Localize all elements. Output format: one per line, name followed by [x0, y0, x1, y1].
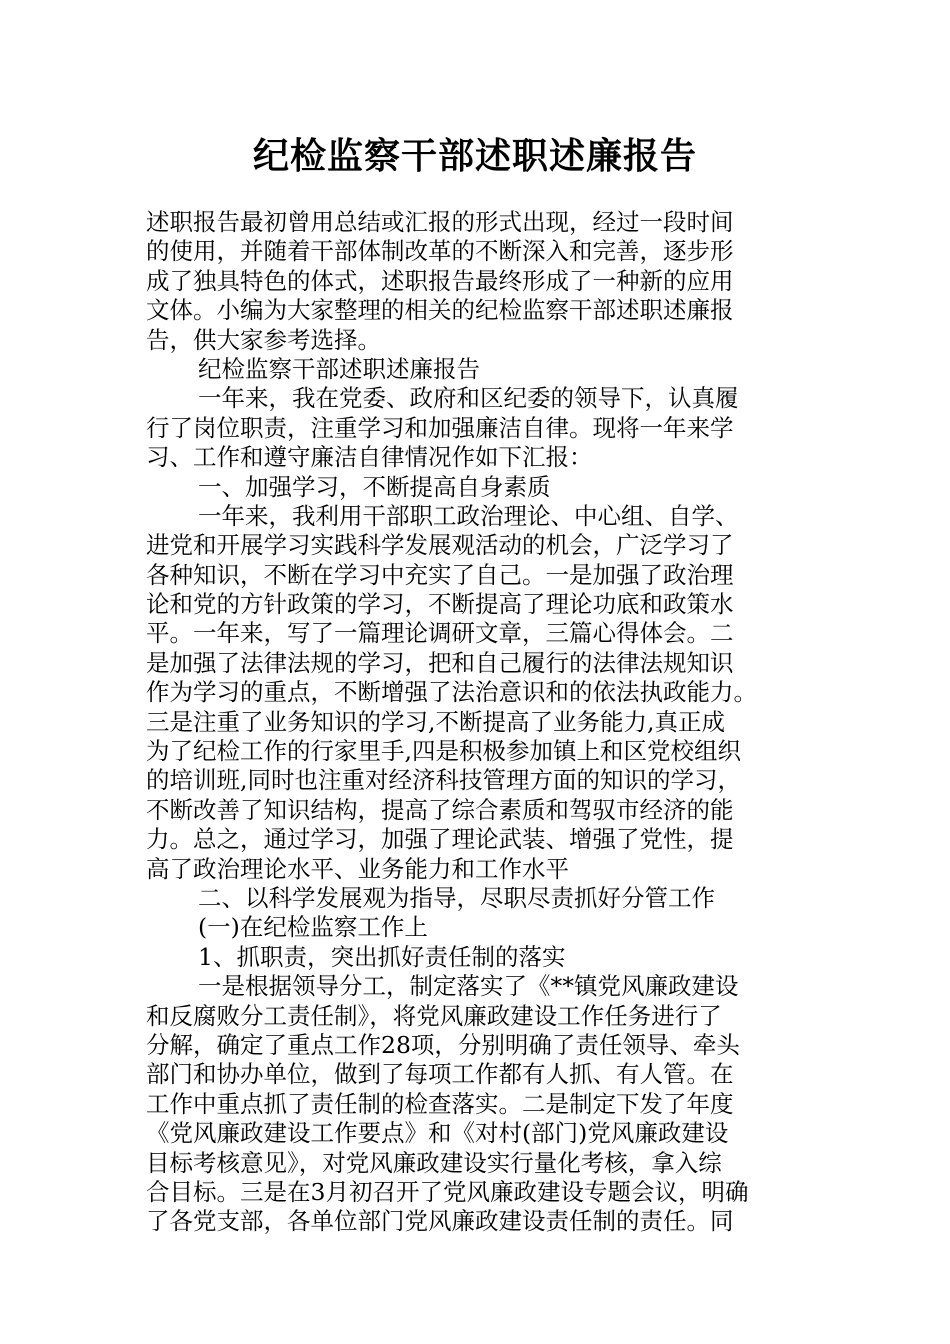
- text-line: 进党和开展学习实践科学发展观活动的机会，广泛学习了: [146, 531, 734, 560]
- text-line: 《党风廉政建设工作要点》和《对村(部门)党风廉政建设: [146, 1119, 729, 1148]
- text-line: 不断改善了知识结构，提高了综合素质和驾驭市经济的能: [146, 795, 734, 824]
- text-line: 部门和协办单位，做到了每项工作都有人抓、有人管。在: [146, 1060, 734, 1089]
- text-line: 论和党的方针政策的学习，不断提高了理论功底和政策水: [146, 590, 734, 619]
- text-line: 一年来，我利用干部职工政治理论、中心组、自学、: [198, 501, 739, 530]
- text-line: 力。总之，通过学习，加强了理论武装、增强了党性，提: [146, 825, 734, 854]
- text-line: 目标考核意见》，对党风廉政建设实行量化考核，拿入综: [146, 1148, 722, 1177]
- text-line: 成了独具特色的体式，述职报告最终形成了一种新的应用: [146, 266, 734, 295]
- text-line: 作为学习的重点，不断增强了法治意识和的依法执政能力。: [146, 678, 757, 707]
- text-line: 了各党支部，各单位部门党风廉政建设责任制的责任。同: [146, 1207, 734, 1236]
- text-line: 文体。小编为大家整理的相关的纪检监察干部述职述廉报: [146, 296, 734, 325]
- text-line: 为了纪检工作的行家里手,四是积极参加镇上和区党校组织: [146, 737, 741, 766]
- section-heading: 一、加强学习，不断提高自身素质: [198, 472, 551, 501]
- text-line: 行了岗位职责，注重学习和加强廉洁自律。现将一年来学: [146, 413, 734, 442]
- text-line: 分解，确定了重点工作28项，分别明确了责任领导、牵头: [146, 1030, 740, 1059]
- text-line: 是加强了法律法规的学习，把和自己履行的法律法规知识: [146, 648, 734, 677]
- subsection-heading: (一)在纪检监察工作上: [198, 913, 428, 942]
- document-title: 纪检监察干部述职述廉报告: [252, 136, 697, 177]
- text-line: 习、工作和遵守廉洁自律情况作如下汇报：: [146, 443, 593, 472]
- section-heading: 二、以科学发展观为指导，尽职尽责抓好分管工作: [198, 883, 715, 912]
- document-body: [146, 208, 811, 1237]
- text-line: 的培训班,同时也注重对经济科技管理方面的知识的学习，: [146, 766, 741, 795]
- text-line: 合目标。三是在3月初召开了党风廉政建设专题会议，明确: [146, 1177, 749, 1206]
- section-heading: 纪检监察干部述职述廉报告: [198, 354, 480, 383]
- text-line: 述职报告最初曾用总结或汇报的形式出现，经过一段时间: [146, 208, 734, 236]
- text-line: 一年来，我在党委、政府和区纪委的领导下，认真履: [198, 384, 739, 413]
- text-line: 各种知识，不断在学习中充实了自己。一是加强了政治理: [146, 560, 734, 589]
- text-line: 工作中重点抓了责任制的检查落实。二是制定下发了年度: [146, 1089, 734, 1118]
- text-line: 一是根据领导分工，制定落实了《**镇党风廉政建设: [198, 972, 739, 1001]
- text-line: 告，供大家参考选择。: [146, 325, 381, 354]
- text-line: 三是注重了业务知识的学习,不断提高了业务能力,真正成: [146, 707, 725, 736]
- text-line: 的使用，并随着干部体制改革的不断深入和完善，逐步形: [146, 237, 734, 266]
- text-line: 和反腐败分工责任制》，将党风廉政建设工作任务进行了: [146, 1001, 722, 1030]
- subsection-heading: 1、抓职责，突出抓好责任制的落实: [198, 942, 566, 971]
- text-line: 高了政治理论水平、业务能力和工作水平: [146, 854, 569, 883]
- text-line: 平。一年来，写了一篇理论调研文章，三篇心得体会。二: [146, 619, 734, 648]
